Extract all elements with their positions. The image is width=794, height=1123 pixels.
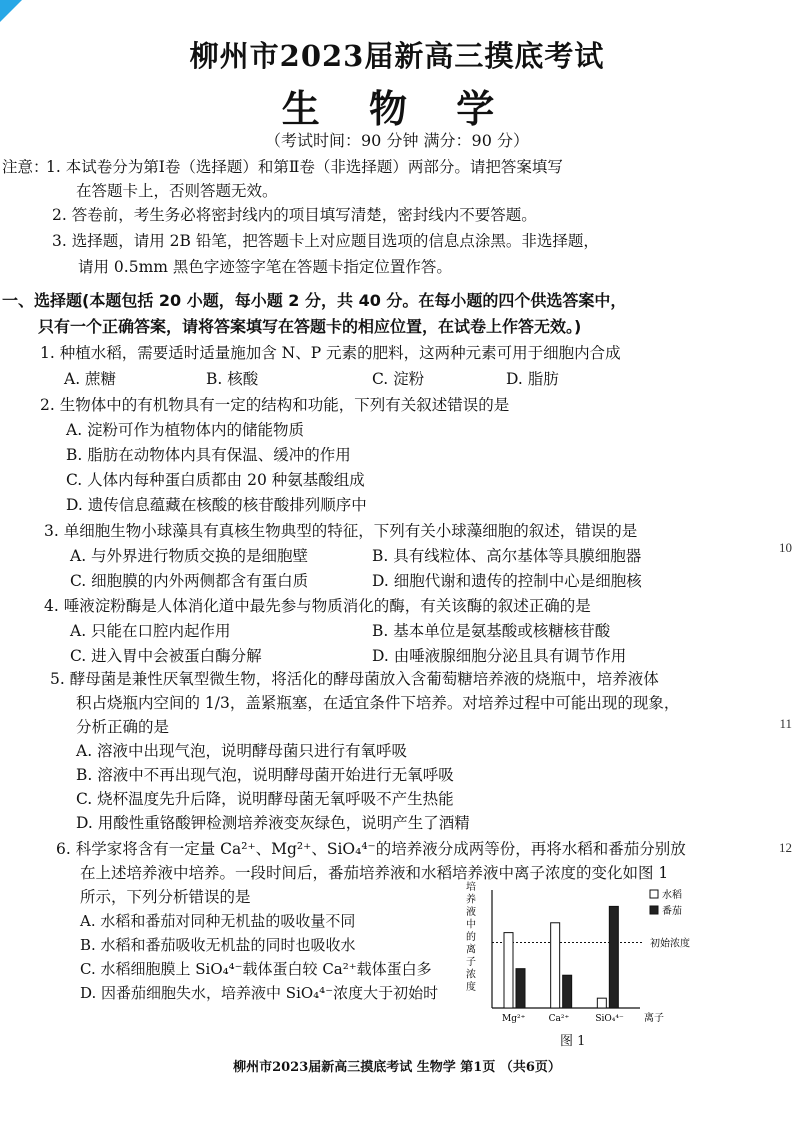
notice-item-1: 1. 本试卷分为第Ⅰ卷（选择题）和第Ⅱ卷（非选择题）两部分。请把答案填写 [46, 158, 563, 176]
question-4-option-a: A. 只能在口腔内起作用 [70, 622, 231, 640]
bar-rice-0 [504, 933, 513, 1008]
chart-y-label-char: 养 [466, 894, 476, 906]
question-5-option-b: B. 溶液中不再出现气泡，说明酵母菌开始进行无氧呼吸 [76, 766, 454, 784]
chart-y-label-char: 的 [466, 932, 476, 943]
ion-concentration-chart [462, 880, 694, 1030]
notice-item-2: 2. 答卷前，考生务必将密封线内的项目填写清楚，密封线内不要答题。 [52, 206, 537, 224]
question-2-stem: 2. 生物体中的有机物具有一定的结构和功能，下列有关叙述错误的是 [40, 396, 510, 414]
question-3-option-d: D. 细胞代谢和遗传的控制中心是细胞核 [372, 572, 642, 590]
margin-number-11: 11 [779, 716, 792, 731]
chart-y-label-char: 中 [466, 919, 476, 931]
question-2-option-a: A. 淀粉可作为植物体内的储能物质 [66, 421, 305, 439]
question-6-stem: 6. 科学家将含有一定量 Ca²⁺、Mg²⁺、SiO₄⁴⁻的培养液分成两等份，再将水稻和番茄分别放 [56, 840, 686, 858]
question-2-option-c: C. 人体内每种蛋白质都由 20 种氨基酸组成 [66, 471, 365, 489]
chart-y-label-char: 离 [466, 944, 476, 956]
bar-tomato-0 [516, 969, 525, 1008]
x-tick-label: Mg²⁺ [502, 1014, 526, 1024]
bar-tomato-1 [563, 975, 572, 1008]
question-6-option-d: D. 因番茄细胞失水，培养液中 SiO₄⁴⁻浓度大于初始时 [80, 984, 439, 1002]
legend-label-rice: 水稻 [662, 890, 682, 901]
chart-y-label-char: 度 [466, 982, 476, 993]
notice-item-3: 3. 选择题，请用 2B 铅笔，把答题卡上对应题目选项的信息点涂黑。非选择题， [52, 232, 599, 250]
question-3-option-a: A. 与外界进行物质交换的是细胞壁 [70, 547, 309, 565]
question-4-stem: 4. 唾液淀粉酶是人体消化道中最先参与物质消化的酶，有关该酶的叙述正确的是 [44, 597, 591, 615]
question-5-option-d: D. 用酸性重铬酸钾检测培养液变灰绿色，说明产生了酒精 [76, 814, 470, 832]
chart-x-axis-label: 离子 [644, 1013, 664, 1024]
bar-tomato-2 [609, 906, 618, 1008]
notice-item-3-cont: 请用 0.5mm 黑色字迹签字笔在答题卡指定位置作答。 [78, 258, 452, 276]
legend-swatch-tomato [650, 906, 658, 914]
section-heading: 一、选择题(本题包括 20 小题，每小题 2 分，共 40 分。在每小题的四个供选答案中， [2, 291, 627, 310]
x-tick-label: SiO₄⁴⁻ [595, 1014, 624, 1024]
legend-swatch-rice [650, 890, 658, 898]
question-5-stem-end: 分析正确的是 [76, 718, 170, 736]
question-2-option-d: D. 遗传信息蕴藏在核酸的核苷酸排列顺序中 [66, 496, 367, 514]
question-1-option-b: B. 核酸 [206, 370, 259, 388]
x-tick-label: Ca²⁺ [548, 1014, 570, 1024]
question-5-stem: 5. 酵母菌是兼性厌氧型微生物，将活化的酵母菌放入含葡萄糖培养液的烧瓶中，培养液体 [50, 670, 659, 688]
bar-rice-1 [551, 923, 560, 1008]
chart-y-label-char: 浓 [466, 969, 476, 981]
notice-label: 注意： [2, 158, 49, 176]
question-6-stem-cont: 在上述培养液中培养。一段时间后，番茄培养液和水稻培养液中离子浓度的变化如图 1 [80, 864, 669, 882]
question-1-option-c: C. 淀粉 [372, 370, 425, 388]
chart-baseline-label: 初始浓度 [650, 938, 690, 950]
exam-info: （考试时间：90 分钟 满分：90 分） [265, 131, 529, 150]
question-3-option-c: C. 细胞膜的内外两侧都含有蛋白质 [70, 572, 309, 590]
question-1-option-a: A. 蔗糖 [64, 370, 117, 388]
question-6-option-b: B. 水稻和番茄吸收无机盐的同时也吸收水 [80, 936, 356, 954]
chart-y-axis-label [466, 880, 476, 993]
section-heading-cont: 只有一个正确答案，请将答案填写在答题卡的相应位置，在试卷上作答无效。) [38, 317, 582, 336]
bar-rice-2 [597, 998, 606, 1008]
exam-title: 柳州市2023届新高三摸底考试 [189, 39, 605, 73]
question-1-stem: 1. 种植水稻，需要适时适量施加含 N、P 元素的肥料，这两种元素可用于细胞内合成 [40, 344, 621, 362]
question-6-option-c: C. 水稻细胞膜上 SiO₄⁴⁻载体蛋白较 Ca²⁺载体蛋白多 [80, 960, 432, 978]
question-5-option-a: A. 溶液中出现气泡，说明酵母菌只进行有氧呼吸 [76, 742, 408, 760]
question-4-option-d: D. 由唾液腺细胞分泌且具有调节作用 [372, 647, 627, 665]
legend-label-tomato: 番茄 [662, 906, 682, 917]
margin-number-10: 10 [779, 540, 792, 555]
question-2-option-b: B. 脂肪在动物体内具有保温、缓冲的作用 [66, 446, 351, 464]
question-5-stem-cont: 积占烧瓶内空间的 1/3，盖紧瓶塞，在适宜条件下培养。对培养过程中可能出现的现象， [76, 694, 680, 712]
chart-y-label-char: 液 [466, 907, 476, 918]
question-3-option-b: B. 具有线粒体、高尔基体等具膜细胞器 [372, 547, 642, 565]
margin-number-12: 12 [779, 840, 792, 855]
question-3-stem: 3. 单细胞生物小球藻具有真核生物典型的特征，下列有关小球藻细胞的叙述，错误的是 [44, 522, 638, 540]
question-5-option-c: C. 烧杯温度先升后降，说明酵母菌无氧呼吸不产生热能 [76, 790, 454, 808]
corner-mark [0, 0, 22, 22]
question-1-option-d: D. 脂肪 [506, 370, 559, 388]
figure-caption: 图 1 [560, 1034, 586, 1049]
chart-y-label-char: 培 [466, 882, 476, 893]
question-6-option-a: A. 水稻和番茄对同种无机盐的吸收量不同 [80, 912, 356, 930]
question-4-option-c: C. 进入胃中会被蛋白酶分解 [70, 647, 262, 665]
question-6-stem-end: 所示，下列分析错误的是 [80, 888, 251, 906]
subject-title: 生 物 学 [281, 86, 513, 131]
chart-y-label-char: 子 [466, 957, 476, 968]
page-footer: 柳州市2023届新高三摸底考试 生物学 第1页 （共6页） [233, 1060, 561, 1075]
question-4-option-b: B. 基本单位是氨基酸或核糖核苷酸 [372, 622, 611, 640]
notice-item-1-cont: 在答题卡上，否则答题无效。 [76, 182, 278, 200]
